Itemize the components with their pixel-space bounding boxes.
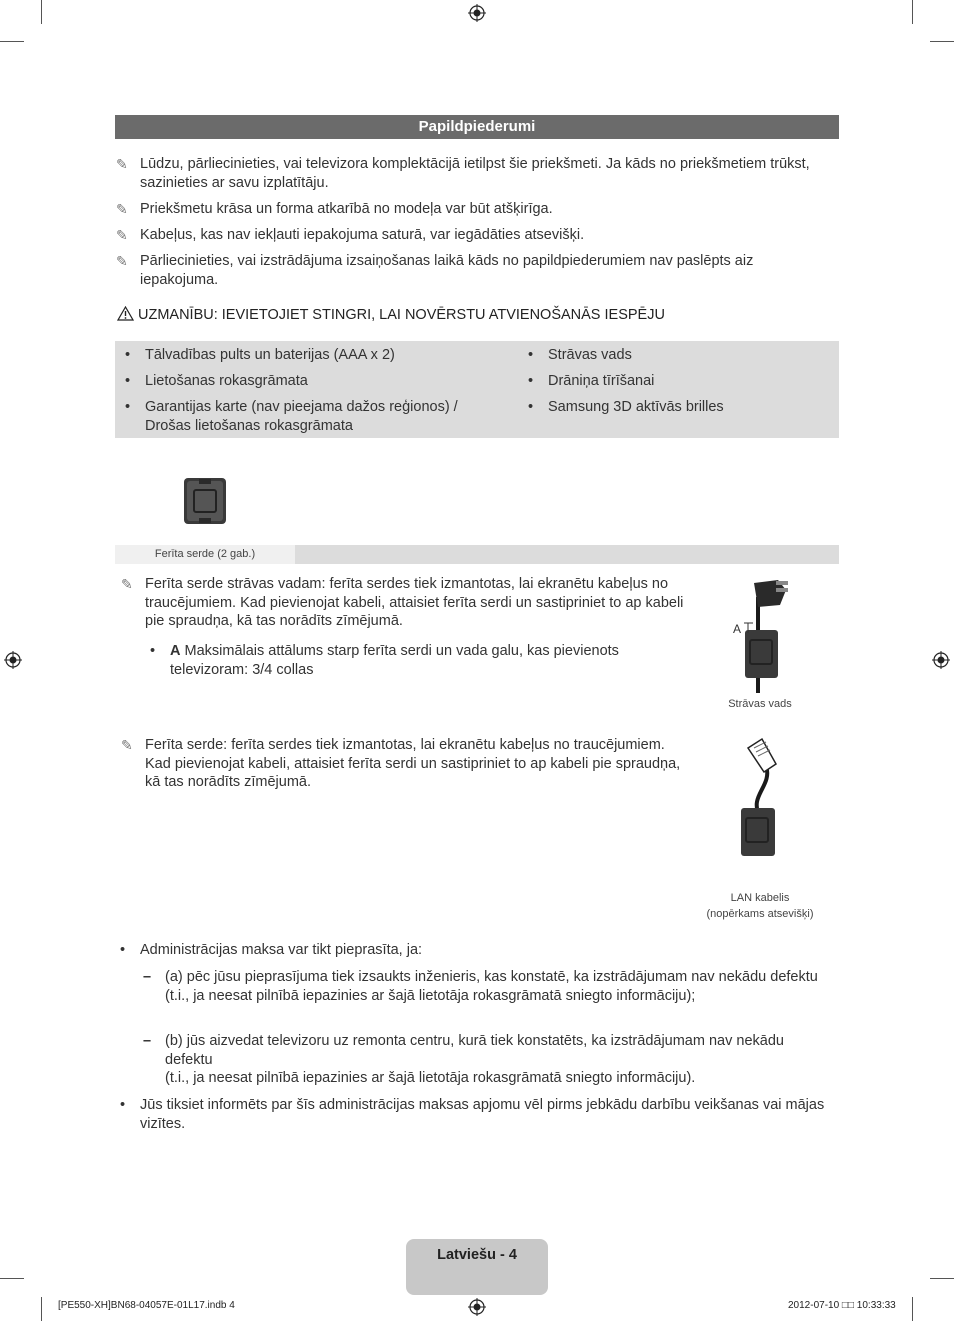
registration-mark-icon [4,651,22,669]
crop-mark [912,1297,913,1321]
lan-cable-subcaption: (nopērkams atsevišķi) [706,908,814,920]
crop-mark [930,1278,954,1279]
crop-mark [41,1297,42,1321]
accessory-item: • Garantijas karte (nav pieejama dažos reģionos) / Drošas lietošanas rokasgrāmata [125,399,458,434]
crop-mark [0,41,24,42]
figure-label-a: A [733,622,742,636]
page-label: Latviešu - 4 [437,1247,517,1263]
caption-strip [295,545,839,564]
note-text: Priekšmetu krāsa un forma atkarībā no modeļa var būt atšķirīga. [140,201,553,217]
ferrite-power-detail: • A Maksimālais attālums starp ferīta serdi un vada galu, kas pievienots televizoram: 3/4 collas [150,643,619,678]
lan-cable-image [728,736,798,856]
power-cord-caption: Strāvas vads [728,698,792,710]
pencil-icon: ✎ [121,576,133,592]
accessory-item: • Lietošanas rokasgrāmata [125,373,308,389]
pencil-icon: ✎ [116,227,128,243]
crop-mark [0,1278,24,1279]
registration-mark-icon [932,651,950,669]
warning-triangle-icon [117,306,134,321]
ferrite-power-note: ✎ Ferīta serde strāvas vadam: ferīta serdes tiek izmantotas, lai ekranētu kabeļus no traucējumiem. Kad pievienojat kabeli, attaisiet ferīta serdi un sastipriniet to ap kabeli pie spraudņa, kā tas norādīts zīmējumā. [121,576,684,629]
note-item [116,226,830,245]
admin-fee-intro: • Administrācijas maksa var tikt pieprasīta, ja: [120,942,423,958]
crop-mark [912,0,913,24]
pencil-icon: ✎ [116,201,128,217]
accessory-item: • Strāvas vads [528,347,632,363]
warning-line [117,306,665,323]
page-number-tab [406,1239,548,1295]
note-text: Pārliecinieties, vai izstrādājuma izsaiņošanas laikā kāds no papildpiederumiem nav paslēpts aiz iepakojuma. [140,253,754,288]
ferrite-caption: Ferīta serde (2 gab.) [154,548,256,560]
label-a: A [170,643,181,659]
date-info: 2012-07-10 □□ 10:33:33 [788,1300,896,1311]
warning-text: UZMANĪBU: IEVIETOJIET STINGRI, LAI NOVĒRSTU ATVIENOŠANĀS IESPĒJU [138,307,665,323]
lan-cable-caption: LAN kabelis [730,892,790,904]
ferrite-lan-note: ✎ Ferīta serde: ferīta serdes tiek izmantotas, lai ekranētu kabeļus no traucējumiem. Kad pievienojat kabeli, attaisiet ferīta serdi un sastipriniet to ap kabeli pie spraudņa, kā tas norādīts zīmējumā. [121,737,681,790]
accessory-item: • Samsung 3D aktīvās brilles [528,399,724,415]
registration-mark-icon [468,1298,486,1316]
admin-fee-info: • Jūs tiksiet informēts par šīs administrācijas maksas apjomu vēl pirms jebkādu darbību veikšanas vai mājas vizītes. [120,1097,825,1132]
admin-fee-b: – (b) jūs aizvedat televizoru uz remonta centru, kurā tiek konstatēts, ka izstrādājumam nav nekādu defektu (t.i., ja neesat pilnībā iepazinies ar šajā lietotāja rokasgrāmatā sniegto informāciju). [143,1033,784,1086]
pencil-icon: ✎ [116,253,128,269]
crop-mark [41,0,42,24]
accessory-item: • Drāniņa tīrīšanai [528,373,655,389]
section-title: Papildpiederumi [115,115,839,139]
admin-fee-a: – (a) pēc jūsu pieprasījuma tiek izsaukts inženieris, kas konstatē, ka izstrādājumam nav nekādu defektu (t.i., ja neesat pilnībā iepazinies ar šajā lietotāja rokasgrāmatā sniegto informāciju); [143,969,818,1004]
file-info: [PE550-XH]BN68-04057E-01L17.indb 4 [58,1300,235,1311]
pencil-icon: ✎ [116,156,128,172]
note-item [116,200,830,219]
note-item [116,155,830,192]
note-text: Kabeļus, kas nav iekļauti iepakojuma saturā, var iegādāties atsevišķi. [140,227,585,243]
pencil-icon: ✎ [121,737,133,753]
ferrite-core-image [182,476,228,526]
crop-mark [930,41,954,42]
accessory-item: • Tālvadības pults un baterijas (AAA x 2) [125,347,395,363]
note-text: Lūdzu, pārliecinieties, vai televizora komplektācijā ietilpst šie priekšmeti. Ja kāds no priekšmetiem trūkst, sazinieties ar savu izplatītāju. [140,156,810,191]
registration-mark-icon [468,4,486,22]
note-item [116,252,830,289]
